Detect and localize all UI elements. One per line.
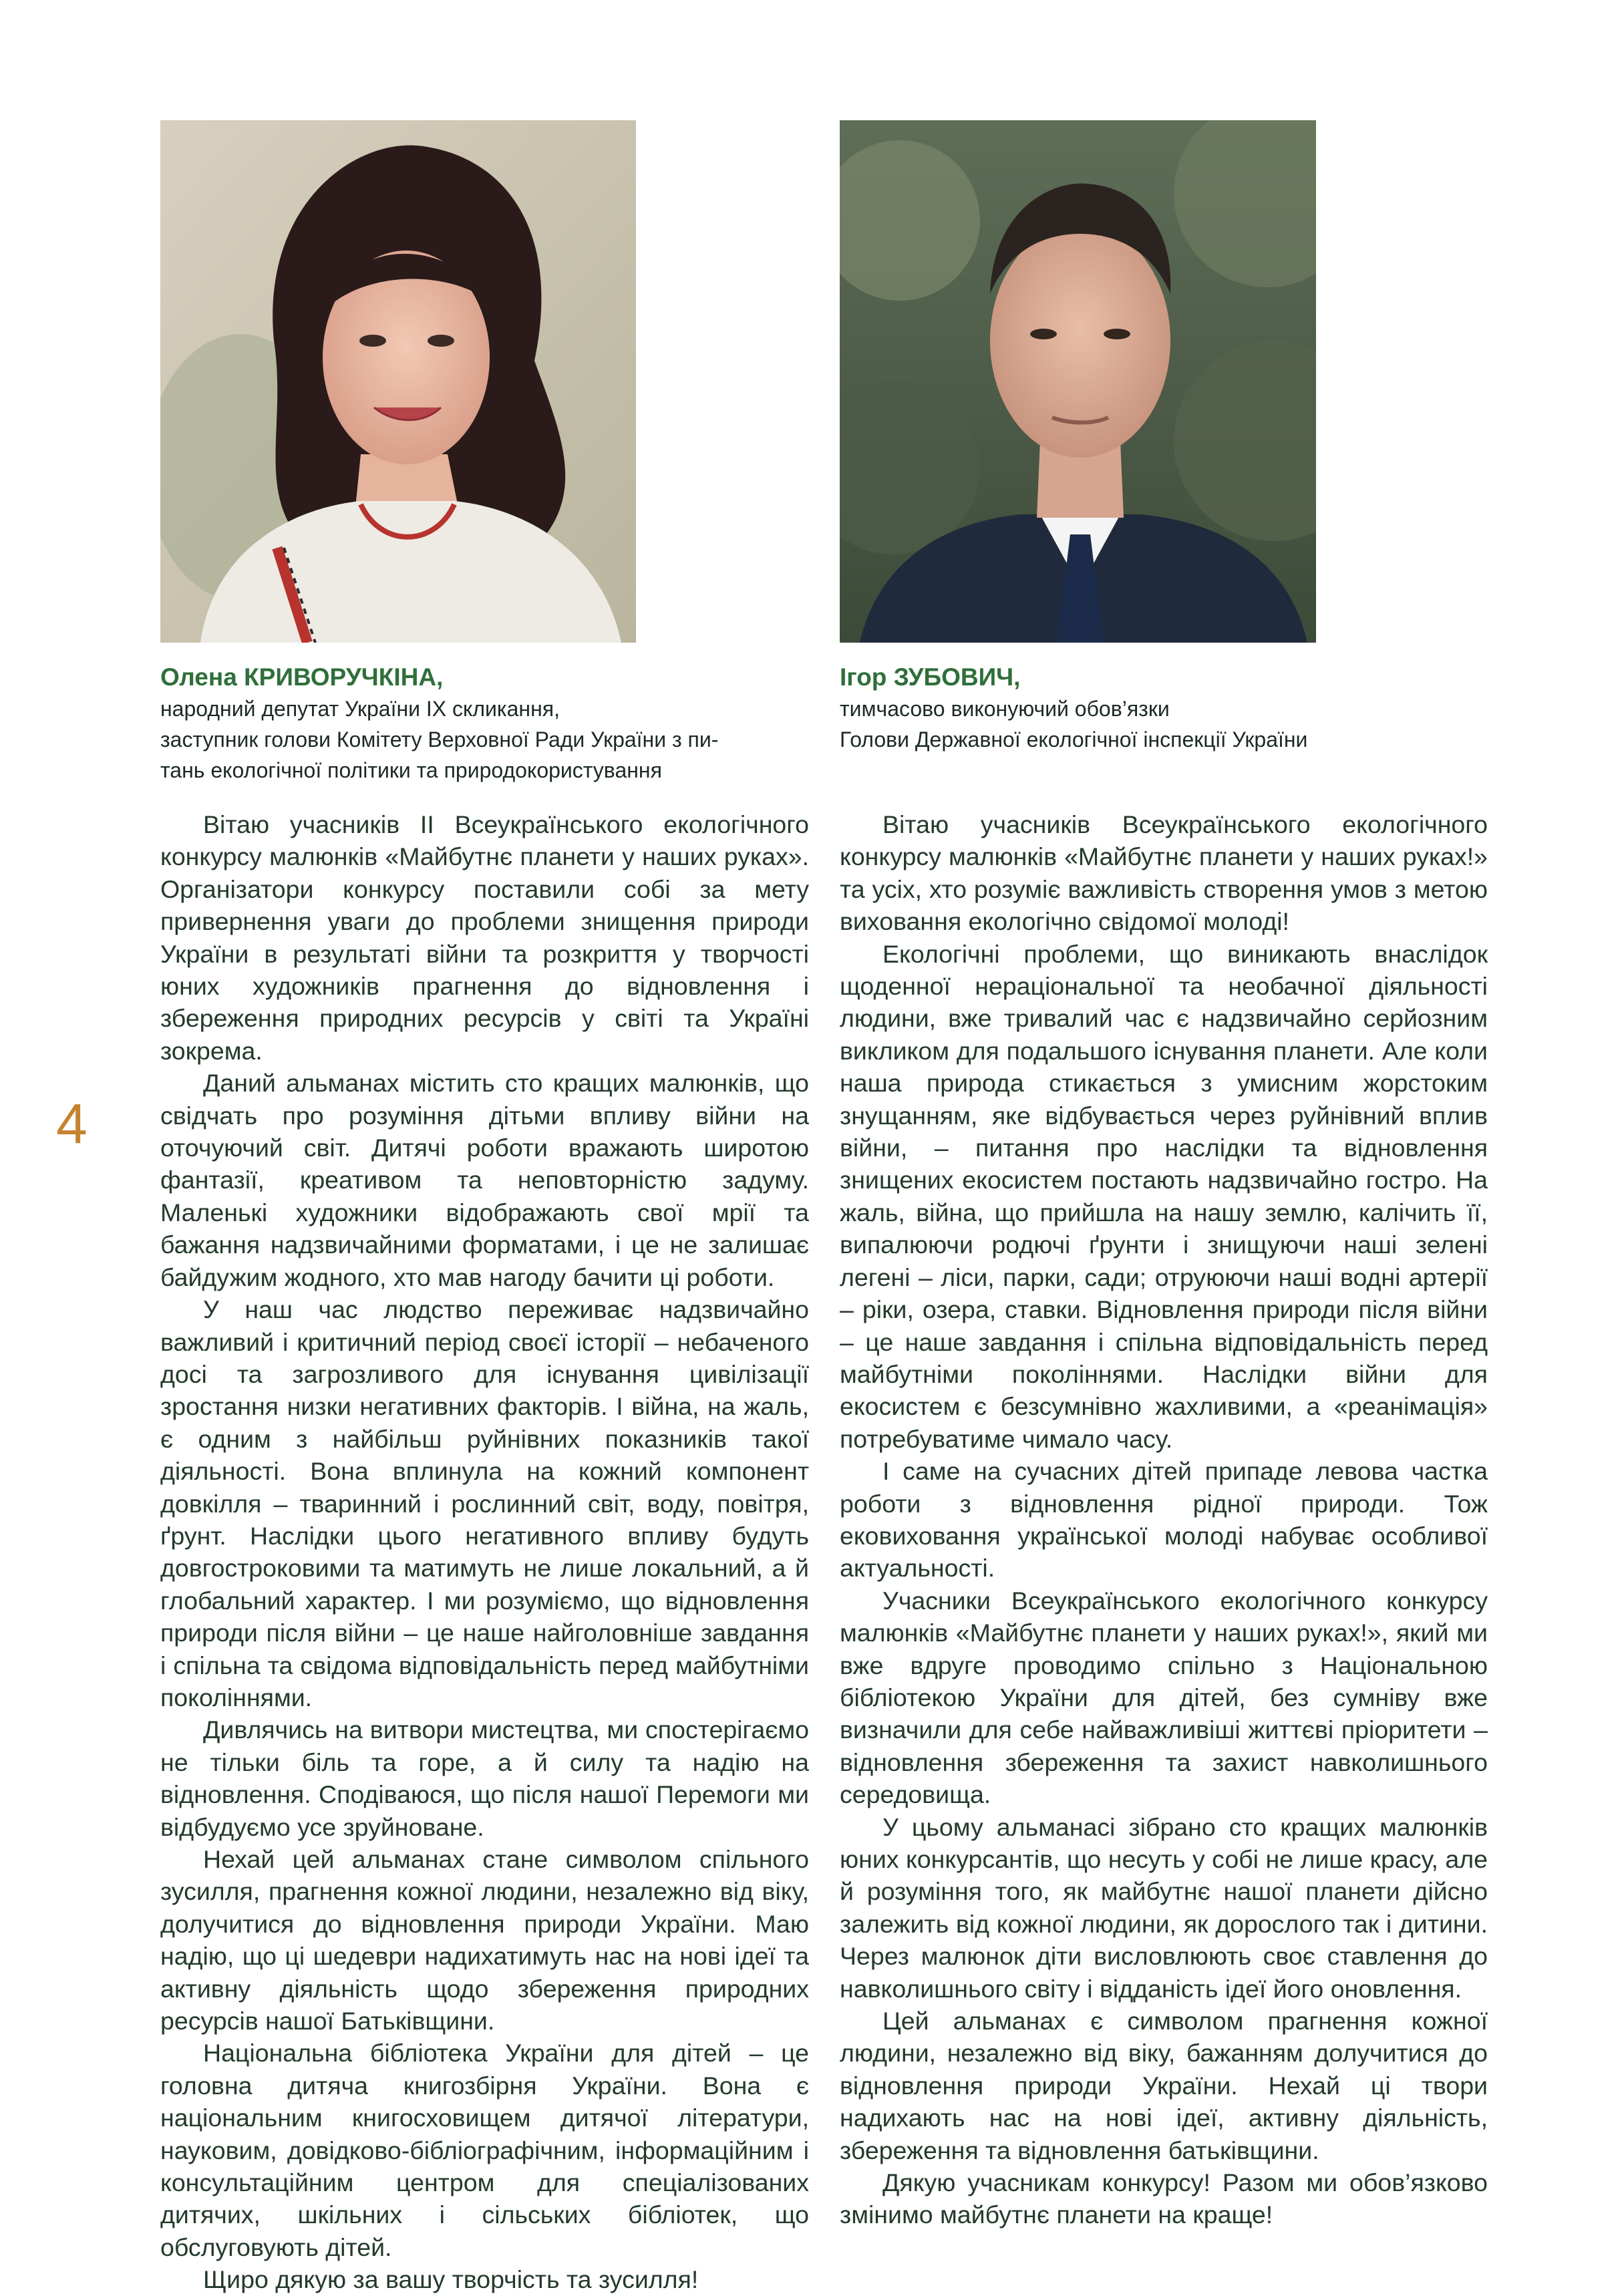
paragraph: І саме на сучасних дітей припаде левова частка роботи з відновлення рідної природи. Тож ековиховання української молоді набуває особливої актуальності. <box>840 1457 1488 1583</box>
author-name-left: Олена КРИВОРУЧКІНА, <box>160 663 444 691</box>
author-title-line: тань екологічної політики та природокористування <box>160 758 662 782</box>
portrait-photo-left <box>160 120 636 643</box>
paragraph: Щиро дякую за вашу творчість та зусилля! <box>203 2265 699 2294</box>
paragraph: Учасники Всеукраїнського екологічного конкурсу малюнків «Майбутнє планети у наших руках!», який ми вже вдруге проводимо спільно з Національною бібліотекою України для дітей, без сумніву вже визначили для себе найважливіші життєві пріоритети – відновлення збереження та захист навколишнього середовища. <box>840 1586 1488 1809</box>
letter-column-right <box>840 808 1488 2231</box>
page-number: 4 <box>56 1092 88 1155</box>
author-name-right: Ігор ЗУБОВИЧ, <box>840 663 1021 691</box>
caption-right <box>840 661 1494 755</box>
paragraph: Вітаю учасників II Всеукраїнського екологічного конкурсу малюнків «Майбутнє планети у наших руках». Організатори конкурсу поставили собі за мету привернення уваги до проблеми знищення природи України в результаті війни та розкриття у творчості юних художників прагнення до відновлення і збереження природних ресурсів у світі та Україні зокрема. <box>160 810 809 1065</box>
paragraph: Вітаю учасників Всеукраїнського екологічного конкурсу малюнків «Майбутнє планети у наших руках!» та усіх, хто розуміє важливість створення умов з метою виховання екологічно свідомої молоді! <box>840 810 1488 936</box>
author-title-line: народний депутат України IX скликання, <box>160 697 560 721</box>
portrait-photo-right <box>840 120 1316 643</box>
caption-left <box>160 661 815 786</box>
author-title-line: Голови Державної екологічної інспекції України <box>840 727 1308 752</box>
paragraph: Національна бібліотека України для дітей – це головна дитяча книгозбірня України. Вона є національним книгосховищем дитячої літератури, науковим, довідково-бібліографічним, інформаційним і консультаційним центром для спеціалізованих дитячих, шкільних і сільських бібліотек, що обслуговують дітей. <box>160 2039 809 2261</box>
paragraph: Цей альманах є символом прагнення кожної людини, незалежно від віку, бажанням долучитися до відновлення природи України. Нехай ці твори надихають нас на нові ідеї, активну діяльність, збереження та відновлення батьківщини. <box>840 2007 1488 2164</box>
author-title-line: тимчасово виконуючий обов’язки <box>840 697 1170 721</box>
paragraph: Дякую учасникам конкурсу! Разом ми обов’язково змінимо майбутнє планети на краще! <box>840 2168 1488 2229</box>
paragraph: Екологічні проблеми, що виникають внаслідок щоденної нераціональної та необачної діяльності людини, вже тривалий час є надзвичайно серйозним викликом для подальшого існування планети. Але коли наша природа стикається з умисним жорстоким знущанням, яке відбувається через руйнівний вплив війни, – питання про наслідки та відновлення знищених екосистем постають надзвичайно гостро. На жаль, війна, що прийшла на нашу землю, калічить її, випалюючи родючі ґрунти і знищуючи наші зелені легені – ліси, парки, сади; отруюючи наші водні артерії – ріки, озера, ставки. Відновлення природи після війни – це наше завдання і спільна відповідальність перед майбутніми поколіннями. Наслідки війни для екосистем є безсумнівно жахливими, а «реанімація» потребуватиме чимало часу. <box>840 939 1488 1453</box>
paragraph: У цьому альманасі зібрано сто кращих малюнків юних конкурсантів, що несуть у собі не лише красу, але й розуміння того, як майбутнє нашої планети дійсно залежить від кожної людини, як дорослого так і дитини. Через малюнок діти висловлюють своє ставлення до навколишнього світу і відданість ідеї його оновлення. <box>840 1812 1488 2003</box>
author-title-line: заступник голови Комітету Верховної Ради України з пи- <box>160 727 719 752</box>
paragraph: Нехай цей альманах стане символом спільного зусилля, прагнення кожної людини, незалежно від віку, долучитися до відновлення природи України. Маю надію, що ці шедеври надихатимуть нас на нові ідеї та активну діяльність щодо збереження природних ресурсів нашої Батьківщини. <box>160 1845 809 2035</box>
paragraph: У наш час людство переживає надзвичайно важливий і критичний період своєї історії – небаченого досі та загрозливого для існування цивілізації зростання низки негативних факторів. І війна, на жаль, є одним з найбільш руйнівних показників такої діяльності. Вона вплинула на кожний компонент довкілля – тваринний і рослинний світ, воду, повітря, ґрунт. Наслідки цього негативного впливу будуть довгостроковими та матимуть не лише локальний, а й глобальний характер. І ми розуміємо, що відновлення природи після війни – це наше найголовніше завдання і спільна та свідома відповідальність перед майбутніми поколіннями. <box>160 1295 809 1711</box>
paragraph: Даний альманах містить сто кращих малюнків, що свідчать про розуміння дітьми впливу війни на оточуючий світ. Дитячі роботи вражають широтою фантазії, креативом та неповторністю задуму. Маленькі художники відображають свої мрії та бажання надзвичайними форматами, і це не залишає байдужим жодного, хто мав нагоду бачити ці роботи. <box>160 1069 809 1291</box>
paragraph: Дивлячись на витвори мистецтва, ми спостерігаємо не тільки біль та горе, а й силу та надію на відновлення. Сподіваюся, що після нашої Перемоги ми відбудуємо усе зруйноване. <box>160 1715 809 1841</box>
letter-column-left <box>160 808 809 2296</box>
